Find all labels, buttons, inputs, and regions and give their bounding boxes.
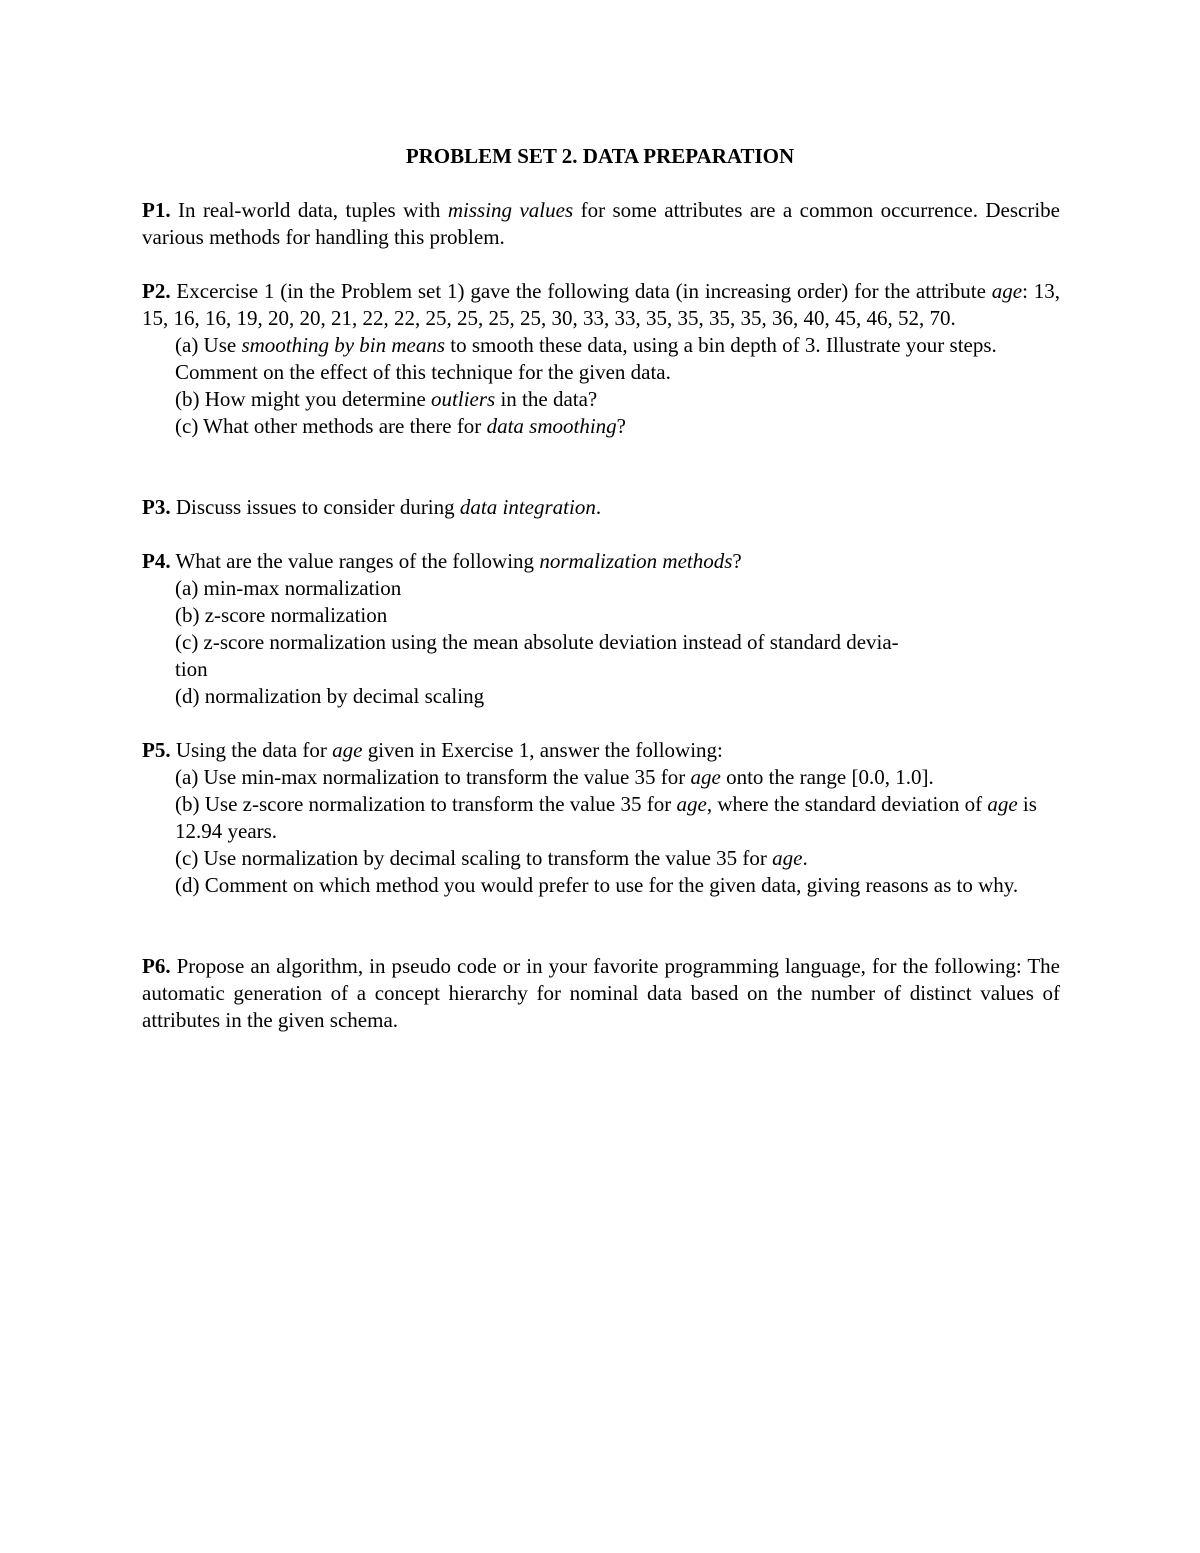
problem-4-part-c (175, 629, 1025, 683)
problem-5 (142, 737, 1060, 899)
problem-5-part-b-text: , where the standard deviation of (706, 792, 988, 816)
problem-3-emphasis: data integration (459, 495, 596, 519)
problem-4-part-b: (b) z-score normalization (175, 603, 388, 627)
problem-2-label: P2. (142, 279, 171, 303)
problem-5-text (142, 737, 1060, 764)
problem-5-label: P5. (142, 738, 171, 762)
problem-5-text-part: given in Exercise 1, answer the following: (362, 738, 723, 762)
problem-2-part-a (175, 332, 1060, 386)
problem-3-text (142, 494, 1060, 521)
problem-4-part-d: (d) normalization by decimal scaling (175, 684, 485, 708)
problem-2-emphasis: age (991, 279, 1023, 303)
problem-2-part-b-text: in the data? (495, 387, 598, 411)
problem-1-text (142, 197, 1060, 251)
problem-2-part-a-emphasis: smoothing by bin means (241, 333, 446, 357)
problem-5-part-c-emphasis: age (772, 846, 803, 870)
problem-2-text-part: Excercise 1 (in the Problem set 1) gave the following data (in increasing order) for the attribute (170, 279, 992, 303)
problem-5-part-a (175, 764, 1060, 791)
problem-4-label: P4. (142, 549, 171, 573)
problem-2-part-c (175, 413, 1060, 440)
problem-4-emphasis: normalization methods (539, 549, 733, 573)
problem-1-text-part: for some attributes are a common occurrence. Describe various methods for handling this problem. (142, 198, 1061, 249)
problem-1 (142, 197, 1060, 251)
problem-4 (142, 548, 1060, 710)
problem-4-text-part: What are the value ranges of the following (170, 549, 540, 573)
problem-3 (142, 494, 1060, 521)
problem-4-text (142, 548, 1060, 575)
problem-6 (142, 953, 1060, 1034)
problem-2 (142, 278, 1060, 440)
problem-2-part-c-emphasis: data smoothing (486, 414, 617, 438)
problem-1-emphasis: missing values (447, 198, 574, 222)
problem-5-part-a-text: onto the range [0.0, 1.0]. (720, 765, 934, 789)
problem-4-text-part: ? (732, 549, 742, 573)
problem-3-label: P3. (142, 495, 171, 519)
problem-2-part-a-text: (a) Use (175, 333, 242, 357)
problem-4-part-c-line: tion (175, 657, 208, 681)
problem-1-label: P1. (142, 198, 171, 222)
page-title: PROBLEM SET 2. DATA PREPARATION (405, 144, 795, 168)
problem-5-part-d: (d) Comment on which method you would prefer to use for the given data, giving reasons as to why. (175, 873, 1019, 897)
problem-2-part-b-text: (b) How might you determine (175, 387, 432, 411)
problem-5-part-b-text: is 12.94 years. (175, 792, 1037, 843)
problem-2-text-part: : 13, 15, 16, 16, 19, 20, 20, 21, 22, 22, 25, 25, 25, 25, 30, 33, 33, 35, 35, 35, 35, 36, 40, 45, 46, 52, 70. (142, 279, 1060, 330)
problem-5-part-c-text: . (802, 846, 808, 870)
problem-6-label: P6. (142, 954, 171, 978)
problem-4-part-a: (a) min-max normalization (175, 576, 402, 600)
problem-3-text-part: . (595, 495, 602, 519)
problem-2-part-a-text: to smooth these data, using a bin depth of 3. Illustrate your steps. Comment on the effect of this technique for the given data. (175, 333, 997, 384)
problem-2-part-b (175, 386, 1060, 413)
problem-5-part-c-text: (c) Use normalization by decimal scaling to transform the value 35 for (175, 846, 773, 870)
problem-5-part-a-emphasis: age (690, 765, 721, 789)
problem-5-emphasis: age (332, 738, 363, 762)
problem-6-text-part: Propose an algorithm, in pseudo code or in your favorite programming language, for the following: The automatic generation of a concept hierarchy for nominal data based on the number of distinct values of attributes in the given schema. (142, 954, 1060, 1032)
problem-1-text-part: In real-world data, tuples with (170, 198, 448, 222)
problem-6-text (142, 953, 1060, 1034)
problem-2-part-c-text: ? (616, 414, 626, 438)
problem-5-part-b (175, 791, 1060, 845)
problem-2-part-b-emphasis: outliers (431, 387, 496, 411)
problem-5-part-b-emphasis: age (987, 792, 1018, 816)
problem-3-text-part: Discuss issues to consider during (170, 495, 460, 519)
problem-5-part-a-text: (a) Use min-max normalization to transform the value 35 for (175, 765, 691, 789)
problem-4-part-c-line: (c) z-score normalization using the mean absolute deviation instead of standard devia- (175, 630, 899, 654)
problem-5-part-b-text: (b) Use z-score normalization to transform the value 35 for (175, 792, 677, 816)
problem-5-part-b-emphasis: age (676, 792, 707, 816)
problem-2-part-c-text: (c) What other methods are there for (175, 414, 487, 438)
problem-5-part-c (175, 845, 1060, 872)
problem-5-text-part: Using the data for (170, 738, 333, 762)
problem-2-text (142, 278, 1060, 332)
